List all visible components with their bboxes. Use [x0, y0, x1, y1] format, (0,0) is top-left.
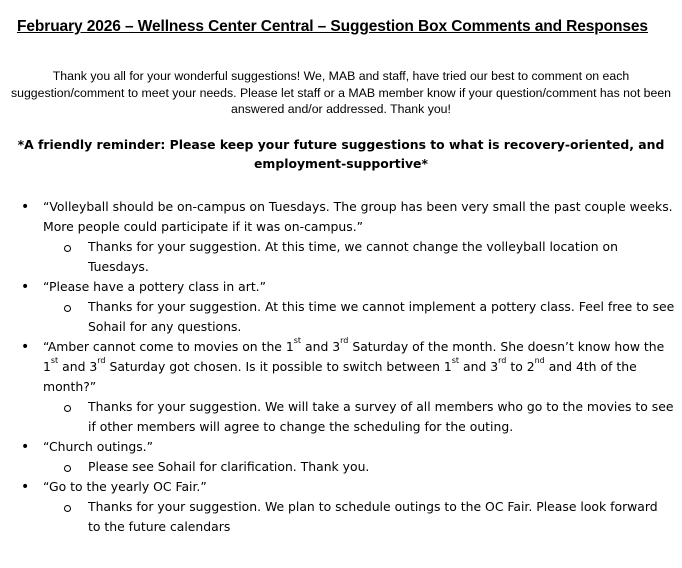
response-item [0, 397, 682, 437]
ordinal-suffix: rd [97, 356, 106, 365]
suggestion-line [43, 357, 682, 377]
suggestion-text [43, 277, 682, 297]
ordinal-suffix: st [50, 356, 59, 365]
suggestion-text [43, 337, 682, 397]
suggestion-line: month?” [43, 379, 97, 394]
bullet-icon: • [21, 339, 30, 355]
page-title: February 2026 – Wellness Center Central – Suggestion Box Comments and Responses [17, 18, 648, 35]
ordinal-suffix: rd [498, 356, 507, 365]
response-text [88, 297, 682, 337]
text-run: Saturday got chosen. Is it possible to switch between 1 [105, 359, 452, 374]
text-run: and 3 [459, 359, 499, 374]
circle-bullet-icon [64, 405, 71, 412]
intro-paragraph [0, 68, 682, 118]
response-text [88, 397, 682, 437]
intro-line: answered and/or addressed. Thank you! [231, 102, 451, 116]
intro-line: suggestion/comment to meet your needs. Please let staff or a MAB member know if your question/comment has not been [10, 85, 672, 100]
circle-bullet-icon [64, 245, 71, 252]
suggestion-text [43, 197, 682, 237]
response-line: Thanks for your suggestion. At this time we cannot implement a pottery class. Feel free to see [88, 299, 675, 314]
text-run: “Amber cannot come to movies on the 1 [43, 339, 294, 354]
suggestion-item [0, 437, 682, 457]
suggestion-item [0, 337, 682, 397]
bullet-icon: • [21, 439, 30, 455]
response-line: if other members will agree to change the scheduling for the outing. [88, 419, 514, 434]
response-text [88, 497, 682, 537]
response-line: Tuesdays. [88, 259, 149, 274]
ordinal-suffix: st [451, 356, 460, 365]
reminder-line: employment-supportive* [254, 155, 428, 171]
bullet-icon: • [21, 279, 30, 295]
ordinal-suffix: nd [534, 356, 545, 365]
suggestion-line: “Church outings.” [43, 439, 154, 454]
text-run: Saturday of the month. She doesn’t know how the [348, 339, 665, 354]
text-run: and 4th of the [544, 359, 637, 374]
suggestion-item [0, 197, 682, 237]
text-run: and 3 [301, 339, 341, 354]
response-line: to the future calendars [88, 519, 231, 534]
ordinal-suffix: st [293, 336, 302, 345]
circle-bullet-icon [64, 305, 71, 312]
suggestion-list [0, 197, 682, 537]
reminder-line: *A friendly reminder: Please keep your future suggestions to what is recovery-oriented, and [17, 137, 665, 152]
response-line: Sohail for any questions. [88, 319, 242, 334]
response-item [0, 497, 682, 537]
suggestion-line [43, 337, 682, 357]
suggestion-line: More people could participate if it was on-campus.” [43, 219, 364, 234]
suggestion-text [43, 437, 682, 457]
response-line: Please see Sohail for clarification. Thank you. [88, 459, 370, 474]
response-line: Thanks for your suggestion. We plan to schedule outings to the OC Fair. Please look forward [88, 499, 658, 514]
response-line: Thanks for your suggestion. We will take a survey of all members who go to the movies to see [88, 399, 674, 414]
suggestion-line: “Volleyball should be on-campus on Tuesdays. The group has been very small the past couple weeks. [43, 199, 673, 214]
response-item [0, 237, 682, 277]
suggestion-item [0, 277, 682, 297]
text-run: 1 [43, 359, 51, 374]
suggestion-line: “Please have a pottery class in art.” [43, 279, 267, 294]
suggestion-line: “Go to the yearly OC Fair.” [43, 479, 207, 494]
suggestion-text [43, 477, 682, 497]
circle-bullet-icon [64, 505, 71, 512]
text-run: to 2 [506, 359, 535, 374]
intro-line: Thank you all for your wonderful suggestions! We, MAB and staff, have tried our best to comment on each [52, 69, 630, 83]
response-item [0, 457, 682, 477]
friendly-reminder [0, 136, 682, 173]
response-line: Thanks for your suggestion. At this time, we cannot change the volleyball location on [88, 239, 618, 254]
text-run: and 3 [58, 359, 98, 374]
response-text [88, 457, 682, 477]
ordinal-suffix: rd [340, 336, 349, 345]
response-text [88, 237, 682, 277]
circle-bullet-icon [64, 465, 71, 472]
bullet-icon: • [21, 479, 30, 495]
bullet-icon: • [21, 199, 30, 215]
response-item [0, 297, 682, 337]
suggestion-item [0, 477, 682, 497]
